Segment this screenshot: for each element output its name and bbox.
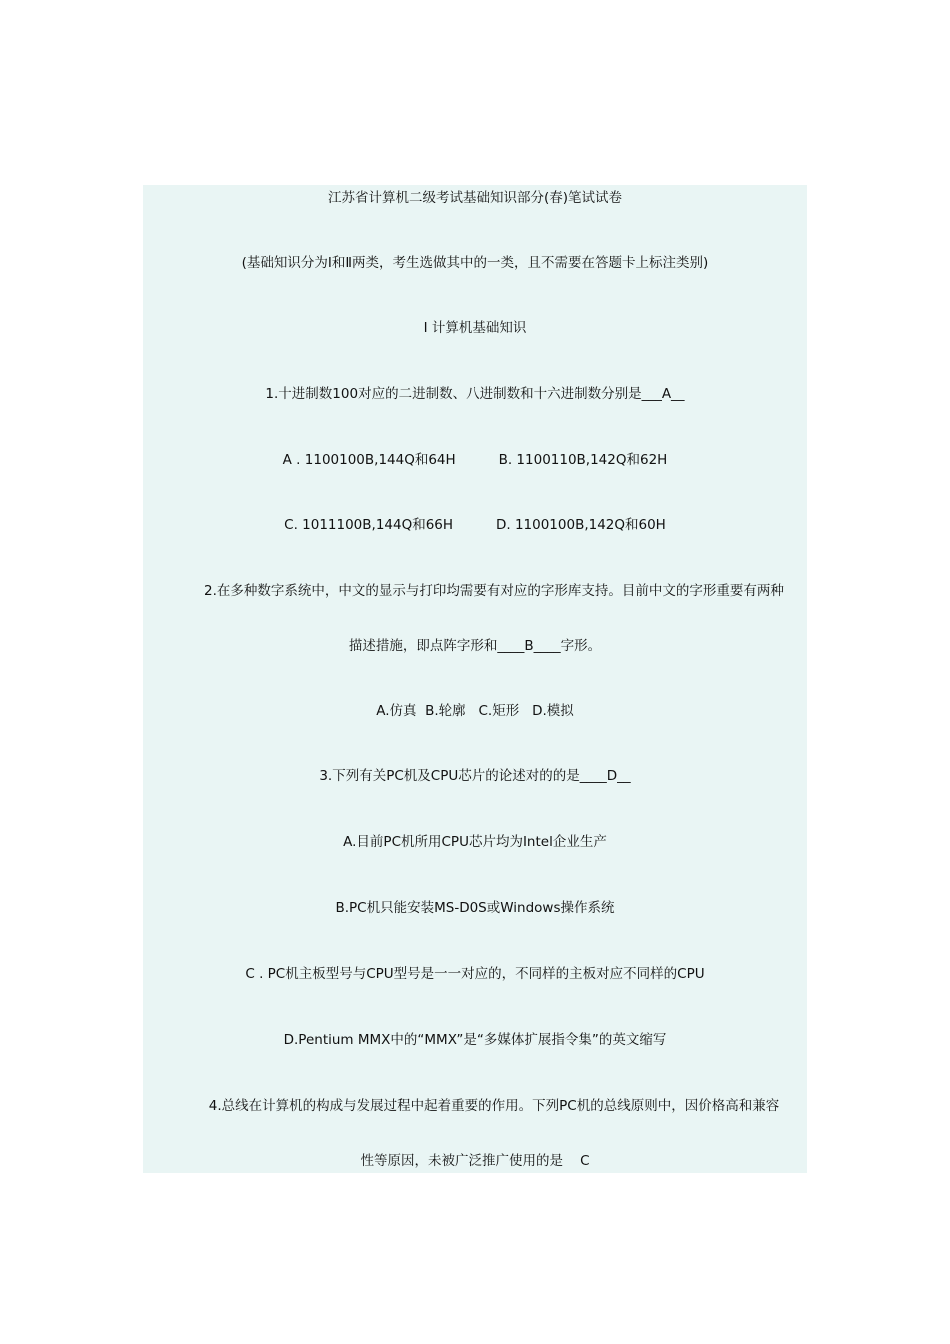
question-1-options-cd: C. 1011100B,144Q和66H D. 1100100B,142Q和60H <box>284 517 666 533</box>
exam-note: (基础知识分为Ⅰ和Ⅱ两类，考生选做其中的一类，且不需要在答题卡上标注类别) <box>241 255 709 271</box>
question-1-options-ab: A . 1100100B,144Q和64H B. 1100110B,142Q和62H <box>282 452 668 468</box>
question-2-stem-line2: 描述措施，即点阵字形和____B____字形。 <box>348 638 602 654</box>
question-4-stem-line1: 4.总线在计算机的构成与发展过程中起着重要的作用。下列PC机的总线原则中，因价格高和兼容 <box>208 1098 780 1114</box>
exam-title: 江苏省计算机二级考试基础知识部分(春)笔试试卷 <box>327 190 623 206</box>
question-3-option-d: D.Pentium MMX中的“MMX”是“多媒体扩展指令集”的英文缩写 <box>283 1032 667 1048</box>
question-3-option-b: B.PC机只能安装MS-D0S或Windows操作系统 <box>335 900 615 916</box>
question-3-option-a: A.目前PC机所用CPU芯片均为Intel企业生产 <box>343 834 607 850</box>
question-1-stem: 1.十进制数100对应的二进制数、八进制数和十六进制数分别是___A__ <box>265 386 685 402</box>
question-4-stem-line2: 性等原因，未被广泛推广使用的是 C <box>360 1153 590 1169</box>
question-3-option-c: C . PC机主板型号与CPU型号是一一对应的，不同样的主板对应不同样的CPU <box>245 966 705 982</box>
question-2-stem-line1: 2.在多种数字系统中，中文的显示与打印均需要有对应的字形库支持。目前中文的字形重要有两种 <box>204 583 784 599</box>
question-2-options: A.仿真 B.轮廓 C.矩形 D.模拟 <box>376 703 574 719</box>
question-3-stem: 3.下列有关PC机及CPU芯片的论述对的的是____D__ <box>319 768 631 784</box>
section-heading: Ⅰ 计算机基础知识 <box>423 320 527 336</box>
